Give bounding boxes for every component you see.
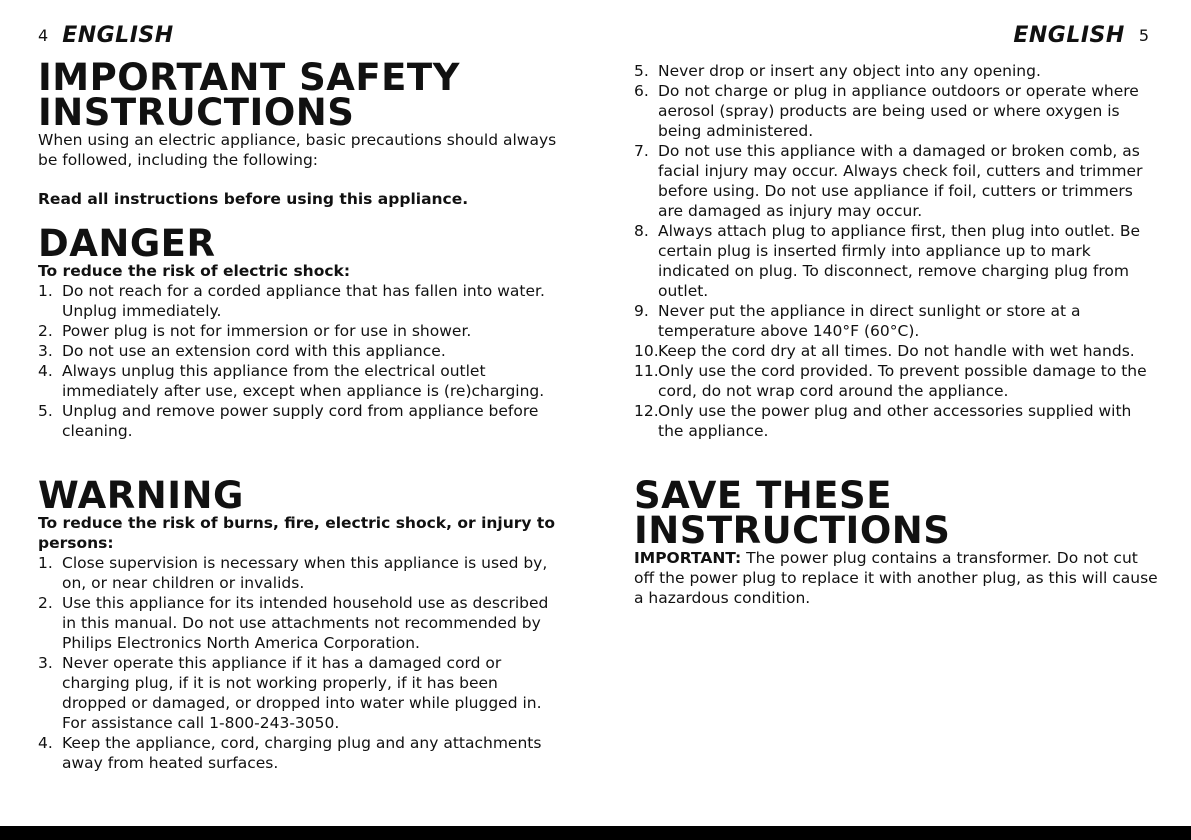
right-page xyxy=(596,0,1191,826)
list-item: 10. Keep the cord dry at all times. Do not handle with wet hands. xyxy=(634,342,1135,360)
danger-heading: DANGER xyxy=(38,222,216,265)
warning-subheading: To reduce the risk of burns, fire, electric shock, or injury to persons: xyxy=(38,514,555,552)
left-page-header xyxy=(38,22,174,48)
read-all-notice: Read all instructions before using this appliance. xyxy=(38,190,469,208)
warning-list xyxy=(38,553,558,773)
language-label: ENGLISH xyxy=(1013,22,1125,48)
important-text: The power plug contains a transformer. Do not cut off the power plug to replace it with another plug, as this will cause a hazardous condition. xyxy=(634,549,1158,607)
intro-text: When using an electric appliance, basic precautions should always be followed, including the following: xyxy=(38,131,557,169)
list-item: 3. Never operate this appliance if it has a damaged cord or charging plug, if it is not working properly, if it has been dropped or damaged, or dropped into water while plugged in. For assistance call 1-800-243-3050. xyxy=(38,654,542,732)
important-note xyxy=(634,548,1158,608)
page-number: 4 xyxy=(38,25,49,45)
save-heading-line2: INSTRUCTIONS xyxy=(634,509,951,552)
list-item: 7. Do not use this appliance with a damaged or broken comb, as facial injury may occur. Always check foil, cutters and trimmer before using. Do not use appliance if foil, cutters or trimmers are damaged as injury may occur. xyxy=(634,142,1143,220)
list-item: 5. Unplug and remove power supply cord from appliance before cleaning. xyxy=(38,402,539,440)
warning-heading: WARNING xyxy=(38,474,244,517)
list-item: 8. Always attach plug to appliance first, then plug into outlet. Be certain plug is inserted firmly into appliance up to mark indicated on plug. To disconnect, remove charging plug from outlet. xyxy=(634,222,1141,300)
safety-title-block xyxy=(38,56,558,170)
list-item: 4. Always unplug this appliance from the electrical outlet immediately after use, except when appliance is (re)charging. xyxy=(38,362,545,400)
bottom-border xyxy=(0,826,1191,840)
list-item: 6. Do not charge or plug in appliance outdoors or operate where aerosol (spray) products are being used or where oxygen is being administered. xyxy=(634,82,1139,140)
warning-section xyxy=(38,474,558,773)
continued-safety-list xyxy=(634,61,1158,441)
list-item: 2. Power plug is not for immersion or for use in shower. xyxy=(38,322,472,340)
save-heading-line1: SAVE THESE xyxy=(634,474,892,517)
page-title-line1: IMPORTANT SAFETY xyxy=(38,56,460,99)
page-number: 5 xyxy=(1138,25,1149,45)
language-label: ENGLISH xyxy=(62,22,174,48)
list-item: 9. Never put the appliance in direct sunlight or store at a temperature above 140°F (60°C). xyxy=(634,302,1081,340)
list-item: 2. Use this appliance for its intended household use as described in this manual. Do not use attachments not recommended by Philips Electronics North America Corporation. xyxy=(38,594,549,652)
list-item: 1. Close supervision is necessary when this appliance is used by, on, or near children or invalids. xyxy=(38,554,548,592)
list-item: 3. Do not use an extension cord with this appliance. xyxy=(38,342,446,360)
right-page-header xyxy=(1013,22,1149,48)
list-item: 1. Do not reach for a corded appliance that has fallen into water. Unplug immediately. xyxy=(38,282,545,320)
page-title-line2: INSTRUCTIONS xyxy=(38,91,355,134)
left-page xyxy=(0,0,595,826)
danger-section xyxy=(38,222,558,441)
important-label: IMPORTANT: xyxy=(634,549,742,567)
list-item: 5. Never drop or insert any object into any opening. xyxy=(634,62,1041,80)
list-item: 12. Only use the power plug and other accessories supplied with the appliance. xyxy=(634,402,1132,440)
list-item: 4. Keep the appliance, cord, charging plug and any attachments away from heated surfaces. xyxy=(38,734,542,772)
save-instructions-section xyxy=(634,474,1158,608)
danger-subheading: To reduce the risk of electric shock: xyxy=(38,262,351,280)
list-item: 11. Only use the cord provided. To prevent possible damage to the cord, do not wrap cord around the appliance. xyxy=(634,362,1147,400)
danger-list xyxy=(38,281,558,441)
